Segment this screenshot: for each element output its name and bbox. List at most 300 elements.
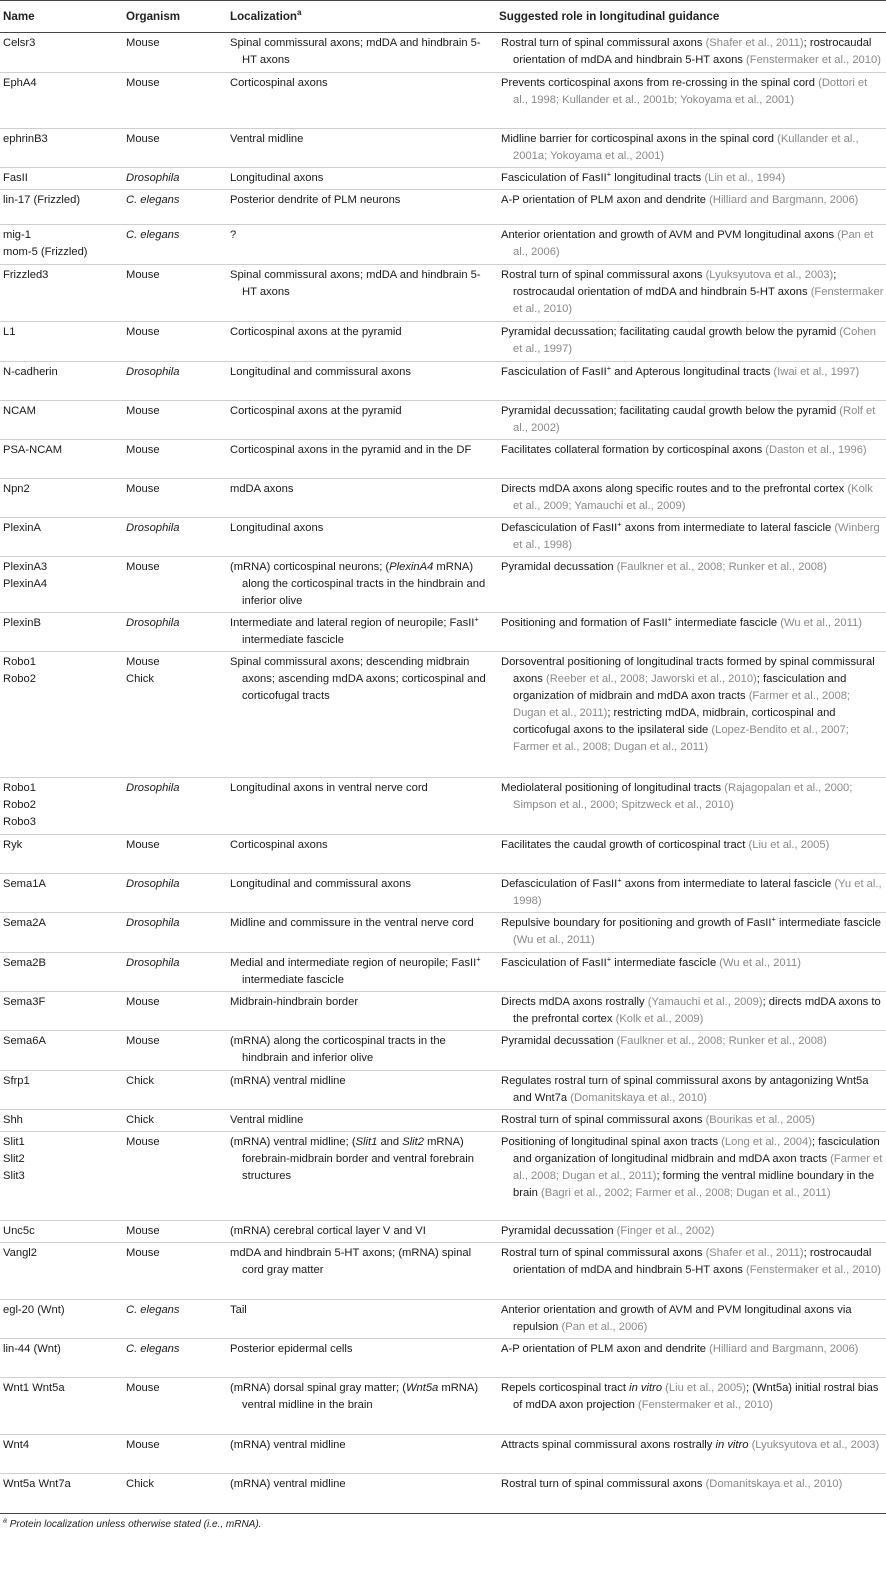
organism-line: Mouse (126, 133, 160, 145)
table-row (0, 835, 886, 874)
cell-organism (123, 1378, 227, 1435)
citation: (Liu et al., 2005) (665, 1382, 747, 1394)
name-line: Wnt4 (3, 1439, 30, 1451)
text-span: Medial and intermediate region of neuropile; FasII (230, 957, 477, 969)
organism-line: Mouse (126, 656, 160, 668)
localization-text (230, 1380, 494, 1414)
cell-name (0, 265, 123, 322)
cell-name (0, 1031, 123, 1071)
localization-text: (mRNA) cerebral cortical layer V and VI (230, 1225, 426, 1237)
name-line: PlexinA (3, 522, 41, 534)
organism-line: Mouse (126, 1035, 160, 1047)
table-row (0, 1474, 886, 1514)
cell-localization (227, 778, 496, 835)
cell-organism (123, 129, 227, 168)
cell-organism (123, 33, 227, 73)
citation: (Daston et al., 1996) (765, 444, 867, 456)
localization-text: Longitudinal and commissural axons (230, 878, 411, 890)
text-span: mRNA) along the corticospinal tracts in the hindbrain and inferior olive (242, 561, 486, 607)
table-row (0, 265, 886, 322)
cell-role (496, 953, 886, 992)
name-line: mig-1 (3, 229, 31, 241)
cell-name (0, 874, 123, 913)
citation: (Bagri et al., 2002; Farmer et al., 2008; Dugan et al., 2011) (541, 1187, 831, 1199)
role-text (501, 837, 884, 854)
citation: (Cohen et al., 1997) (513, 326, 876, 355)
table-row (0, 362, 886, 401)
footnote-text: Protein localization unless otherwise stated (i.e., mRNA). (9, 1519, 262, 1530)
text-span: Regulates rostral turn of spinal commissural axons by antagonizing Wnt5a and Wnt7a (501, 1075, 869, 1104)
cell-name (0, 557, 123, 613)
text-span: Midline barrier for corticospinal axons in the spinal cord (501, 133, 778, 145)
cell-name (0, 73, 123, 129)
cell-name (0, 1132, 123, 1221)
cell-role (496, 613, 886, 652)
cell-role (496, 1300, 886, 1339)
citation: (Lyuksyutova et al., 2003) (705, 269, 834, 281)
cell-organism (123, 362, 227, 401)
name-line: Robo2 (3, 673, 36, 685)
text-span: Positioning of longitudinal spinal axon tracts (501, 1136, 722, 1148)
cell-role (496, 1031, 886, 1071)
footnote-mark: a (3, 1517, 7, 1525)
localization-text: Ventral midline (230, 1114, 304, 1126)
role-text (501, 1112, 884, 1129)
citation: (Dottori et al., 1998; Kullander et al., 2001b; Yokoyama et al., 2001) (513, 77, 868, 106)
localization-text: Midline and commissure in the ventral nerve cord (230, 917, 474, 929)
name-line: Wnt1 Wnt5a (3, 1382, 65, 1394)
cell-name (0, 190, 123, 225)
table-row (0, 953, 886, 992)
text-span: ; (Wnt5a) initial rostral bias of mdDA axon projection (513, 1382, 879, 1411)
header-role: Suggested role in longitudinal guidance (496, 1, 886, 33)
citation: (Wu et al., 2011) (513, 934, 595, 946)
role-text (501, 1223, 884, 1240)
organism-line: Mouse (126, 326, 160, 338)
text-span: Intermediate and lateral region of neuropile; FasII (230, 617, 475, 629)
organism-line: Mouse (126, 1247, 160, 1259)
cell-role (496, 322, 886, 362)
cell-localization (227, 1378, 496, 1435)
cell-name (0, 440, 123, 479)
text-span: intermediate fascicle (775, 917, 882, 929)
table-row (0, 1071, 886, 1110)
table-row (0, 1300, 886, 1339)
cell-localization (227, 913, 496, 953)
role-text (501, 324, 884, 358)
name-line: L1 (3, 326, 16, 338)
text-span: and Apterous longitudinal tracts (611, 366, 774, 378)
citation: (Yu et al., 1998) (513, 878, 882, 907)
localization-text: Midbrain-hindbrain border (230, 996, 359, 1008)
text-span: Pyramidal decussation (501, 1035, 617, 1047)
cell-name (0, 1221, 123, 1243)
role-text (501, 520, 884, 554)
citation: (Iwai et al., 1997) (773, 366, 860, 378)
cell-role (496, 913, 886, 953)
text-span: mRNA) forebrain-midbrain border and ventral forebrain structures (242, 1136, 474, 1182)
text-span: axons from intermediate to lateral fascicle (621, 522, 835, 534)
text-span: Attracts spinal commissural axons rostrally (501, 1439, 716, 1451)
role-text (501, 1341, 884, 1358)
cell-localization (227, 953, 496, 992)
cell-organism (123, 1031, 227, 1071)
cell-name (0, 401, 123, 440)
text-span: A-P orientation of PLM axon and dendrite (501, 194, 710, 206)
localization-text: Posterior dendrite of PLM neurons (230, 194, 401, 206)
role-text (501, 654, 884, 756)
localization-text: Longitudinal and commissural axons (230, 366, 411, 378)
text-span: and (377, 1136, 403, 1148)
cell-localization (227, 1132, 496, 1221)
citation: (Liu et al., 2005) (748, 839, 830, 851)
citation: (Rajagopalan et al., 2000; Simpson et al., 2000; Spitzweck et al., 2010) (513, 782, 853, 811)
cell-role (496, 33, 886, 73)
cell-localization (227, 1221, 496, 1243)
role-text (501, 1380, 884, 1414)
name-line: Npn2 (3, 483, 30, 495)
italic-text: in vitro (629, 1382, 663, 1394)
cell-organism (123, 440, 227, 479)
cell-role (496, 73, 886, 129)
localization-text: Corticospinal axons at the pyramid (230, 326, 402, 338)
superscript: + (606, 954, 612, 964)
name-line: lin-44 (Wnt) (3, 1343, 61, 1355)
table-row (0, 1031, 886, 1071)
table-row (0, 33, 886, 73)
table-row (0, 168, 886, 190)
cell-localization (227, 190, 496, 225)
text-span: Defasciculation of FasII (501, 878, 618, 890)
text-span: Positioning and formation of FasII (501, 617, 668, 629)
table-row (0, 1378, 886, 1435)
cell-organism (123, 953, 227, 992)
text-span: Pyramidal decussation (501, 1225, 617, 1237)
citation: (Hilliard and Bargmann, 2006) (709, 1343, 859, 1355)
text-span: longitudinal tracts (611, 172, 705, 184)
text-span: ; rostrocaudal orientation of mdDA and hindbrain 5-HT axons (513, 37, 872, 66)
text-span: Dorsoventral positioning of longitudinal tracts formed by spinal commissural axons (501, 656, 875, 685)
cell-organism (123, 613, 227, 652)
italic-text: Slit1 (355, 1136, 378, 1148)
citation: (Fenstermaker et al., 2010) (638, 1399, 773, 1411)
name-line: Frizzled3 (3, 269, 49, 281)
text-span: Fasciculation of FasII (501, 172, 607, 184)
table-row (0, 190, 886, 225)
role-text (501, 75, 884, 109)
localization-text: ? (230, 229, 237, 241)
text-span: Repels corticospinal tract (501, 1382, 630, 1394)
table-row (0, 1110, 886, 1132)
table-row (0, 1221, 886, 1243)
superscript: + (617, 875, 622, 885)
cell-localization (227, 168, 496, 190)
role-text (501, 481, 884, 515)
table-header (0, 1, 886, 33)
cell-localization (227, 835, 496, 874)
organism-line: Mouse (126, 444, 160, 456)
organism-line: Mouse (126, 1225, 160, 1237)
text-span: ; rostrocaudal orientation of mdDA and hindbrain 5-HT axons (513, 1247, 872, 1276)
cell-role (496, 1132, 886, 1221)
table-footnote (0, 1514, 886, 1530)
cell-localization (227, 265, 496, 322)
cell-organism (123, 1071, 227, 1110)
role-text (501, 780, 884, 814)
cell-role (496, 652, 886, 778)
cell-role (496, 190, 886, 225)
citation: (Wu et al., 2011) (780, 617, 862, 629)
citation: (Farmer et al., 2008; Dugan et al., 2011) (513, 1153, 883, 1182)
role-text (501, 955, 884, 972)
cell-localization (227, 322, 496, 362)
text-span: (mRNA) dorsal spinal gray matter; ( (230, 1382, 406, 1394)
cell-localization (227, 1339, 496, 1378)
text-span: Pyramidal decussation; facilitating caudal growth below the pyramid (501, 326, 840, 338)
cell-name (0, 518, 123, 557)
table-row (0, 1243, 886, 1300)
cell-localization (227, 73, 496, 129)
role-text (501, 1302, 884, 1336)
localization-text: Corticospinal axons in the pyramid and in the DF (230, 444, 472, 456)
name-line: Sema2A (3, 917, 46, 929)
table-row (0, 557, 886, 613)
italic-text: in vitro (715, 1439, 749, 1451)
organism-line: Mouse (126, 1382, 160, 1394)
role-text (501, 403, 884, 437)
organism-line: C. elegans (126, 1343, 180, 1355)
name-line: Robo1 (3, 656, 36, 668)
table-body (0, 33, 886, 1514)
cell-organism (123, 190, 227, 225)
citation: (Fenstermaker et al., 2010) (746, 54, 881, 66)
text-span: (mRNA) corticospinal neurons; ( (230, 561, 390, 573)
localization-text (230, 559, 494, 610)
cell-localization (227, 518, 496, 557)
table-row (0, 401, 886, 440)
role-text (501, 1073, 884, 1107)
superscript: + (606, 169, 612, 179)
cell-role (496, 557, 886, 613)
cell-name (0, 778, 123, 835)
name-line: mom-5 (Frizzled) (3, 246, 88, 258)
role-text (501, 192, 884, 209)
table-row (0, 1339, 886, 1378)
italic-text: Wnt5a (405, 1382, 439, 1394)
table-row (0, 613, 886, 652)
cell-name (0, 1071, 123, 1110)
cell-name (0, 1435, 123, 1474)
role-text (501, 267, 884, 318)
cell-name (0, 129, 123, 168)
localization-text: (mRNA) ventral midline (230, 1439, 346, 1451)
table-row (0, 440, 886, 479)
text-span: Rostral turn of spinal commissural axons (501, 269, 706, 281)
cell-localization (227, 557, 496, 613)
cell-role (496, 1474, 886, 1514)
organism-line: C. elegans (126, 1304, 180, 1316)
text-span: mRNA) ventral midline in the brain (242, 1382, 479, 1411)
localization-text: Ventral midline (230, 133, 304, 145)
superscript: + (476, 954, 481, 964)
cell-organism (123, 168, 227, 190)
cell-organism (123, 225, 227, 265)
citation: (Lyuksyutova et al., 2003) (751, 1439, 880, 1451)
cell-organism (123, 874, 227, 913)
role-text (501, 994, 884, 1028)
localization-text (230, 615, 494, 649)
citation: (Faulkner et al., 2008; Runker et al., 2008) (616, 561, 827, 573)
name-line: Robo1 (3, 782, 36, 794)
role-text (501, 1134, 884, 1202)
role-text (501, 442, 884, 459)
table-row (0, 778, 886, 835)
organism-line: Drosophila (126, 957, 180, 969)
citation: (Fenstermaker et al., 2010) (513, 286, 884, 315)
table-row (0, 992, 886, 1031)
citation: (Long et al., 2004) (721, 1136, 812, 1148)
citation: (Lopez-Bendito et al., 2007; Farmer et al., 2008; Dugan et al., 2011) (513, 724, 849, 753)
cell-localization (227, 874, 496, 913)
name-line: PlexinB (3, 617, 41, 629)
cell-organism (123, 401, 227, 440)
cell-localization (227, 401, 496, 440)
text-span: Fasciculation of FasII (501, 957, 607, 969)
header-name: Name (0, 1, 123, 33)
cell-localization (227, 33, 496, 73)
citation: (Hilliard and Bargmann, 2006) (709, 194, 859, 206)
cell-role (496, 1110, 886, 1132)
organism-line: Drosophila (126, 782, 180, 794)
cell-role (496, 518, 886, 557)
organism-line: Mouse (126, 405, 160, 417)
cell-name (0, 33, 123, 73)
name-line: Slit2 (3, 1153, 25, 1165)
organism-line: C. elegans (126, 229, 180, 241)
cell-organism (123, 778, 227, 835)
name-line: PlexinA4 (3, 578, 48, 590)
header-localization-label: Localization (230, 10, 297, 23)
superscript: + (606, 363, 612, 373)
table-row (0, 1132, 886, 1221)
cell-localization (227, 1031, 496, 1071)
citation: (Domanitskaya et al., 2010) (705, 1478, 843, 1490)
text-span: Mediolateral positioning of longitudinal tracts (501, 782, 725, 794)
name-line: Slit3 (3, 1170, 25, 1182)
text-span: Prevents corticospinal axons from re-crossing in the spinal cord (501, 77, 819, 89)
name-line: Robo2 (3, 799, 36, 811)
name-line: NCAM (3, 405, 36, 417)
cell-localization (227, 1474, 496, 1514)
cell-organism (123, 479, 227, 518)
localization-text: Posterior epidermal cells (230, 1343, 353, 1355)
cell-name (0, 613, 123, 652)
citation: (Kolk et al., 2009; Yamauchi et al., 2009) (513, 483, 873, 512)
name-line: Vangl2 (3, 1247, 38, 1259)
text-span: Pyramidal decussation (501, 561, 617, 573)
cell-localization (227, 613, 496, 652)
name-line: Robo3 (3, 816, 36, 828)
cell-organism (123, 1474, 227, 1514)
text-span: Rostral turn of spinal commissural axons (501, 1247, 706, 1259)
organism-line: C. elegans (126, 194, 180, 206)
table-row (0, 322, 886, 362)
cell-name (0, 652, 123, 778)
italic-text: Slit2 (402, 1136, 424, 1148)
cell-role (496, 835, 886, 874)
cell-name (0, 1378, 123, 1435)
citation: (Fenstermaker et al., 2010) (746, 1264, 881, 1276)
localization-text: Corticospinal axons (230, 839, 328, 851)
citation: (Lin et al., 1994) (704, 172, 786, 184)
cell-role (496, 1378, 886, 1435)
cell-organism (123, 1221, 227, 1243)
superscript: + (474, 614, 479, 624)
citation: (Domanitskaya et al., 2010) (570, 1092, 708, 1104)
cell-localization (227, 129, 496, 168)
cell-localization (227, 1071, 496, 1110)
name-line: Celsr3 (3, 37, 36, 49)
localization-text: Corticospinal axons at the pyramid (230, 405, 402, 417)
role-text (501, 876, 884, 910)
citation: (Shafer et al., 2011) (705, 37, 804, 49)
organism-line: Drosophila (126, 617, 180, 629)
name-line: Sema1A (3, 878, 46, 890)
cell-organism (123, 1339, 227, 1378)
name-line: Wnt5a Wnt7a (3, 1478, 71, 1490)
name-line: PSA-NCAM (3, 444, 63, 456)
organism-line: Drosophila (126, 522, 180, 534)
text-span: Facilitates collateral formation by corticospinal axons (501, 444, 766, 456)
organism-line: Chick (126, 1478, 154, 1490)
text-span: Rostral turn of spinal commissural axons (501, 1114, 706, 1126)
cell-role (496, 874, 886, 913)
localization-text: (mRNA) ventral midline (230, 1075, 346, 1087)
cell-role (496, 265, 886, 322)
text-span: intermediate fascicle (242, 974, 344, 986)
role-text (501, 35, 884, 69)
cell-name (0, 1339, 123, 1378)
cell-name (0, 322, 123, 362)
localization-text: Longitudinal axons (230, 172, 324, 184)
cell-organism (123, 1110, 227, 1132)
text-span: intermediate fascicle (242, 634, 344, 646)
citation: (Yamauchi et al., 2009) (647, 996, 763, 1008)
localization-text: Longitudinal axons (230, 522, 324, 534)
text-span: ; fasciculation and organization of midbrain and mdDA axon tracts (513, 673, 847, 702)
header-localization-sup: a (297, 8, 302, 18)
cell-role (496, 129, 886, 168)
cell-localization (227, 1243, 496, 1300)
text-span: A-P orientation of PLM axon and dendrite (501, 1343, 710, 1355)
role-text (501, 1476, 884, 1493)
role-text (501, 1437, 884, 1454)
table-row (0, 225, 886, 265)
name-line: egl-20 (Wnt) (3, 1304, 65, 1316)
cell-organism (123, 73, 227, 129)
cell-name (0, 1300, 123, 1339)
role-text (501, 131, 884, 165)
table-row (0, 652, 886, 778)
text-span: Repulsive boundary for positioning and growth of FasII (501, 917, 772, 929)
cell-role (496, 362, 886, 401)
text-span: Pyramidal decussation; facilitating caudal growth below the pyramid (501, 405, 840, 417)
cell-role (496, 1243, 886, 1300)
localization-text (230, 955, 494, 989)
cell-localization (227, 652, 496, 778)
cell-localization (227, 1300, 496, 1339)
name-line: FasII (3, 172, 28, 184)
